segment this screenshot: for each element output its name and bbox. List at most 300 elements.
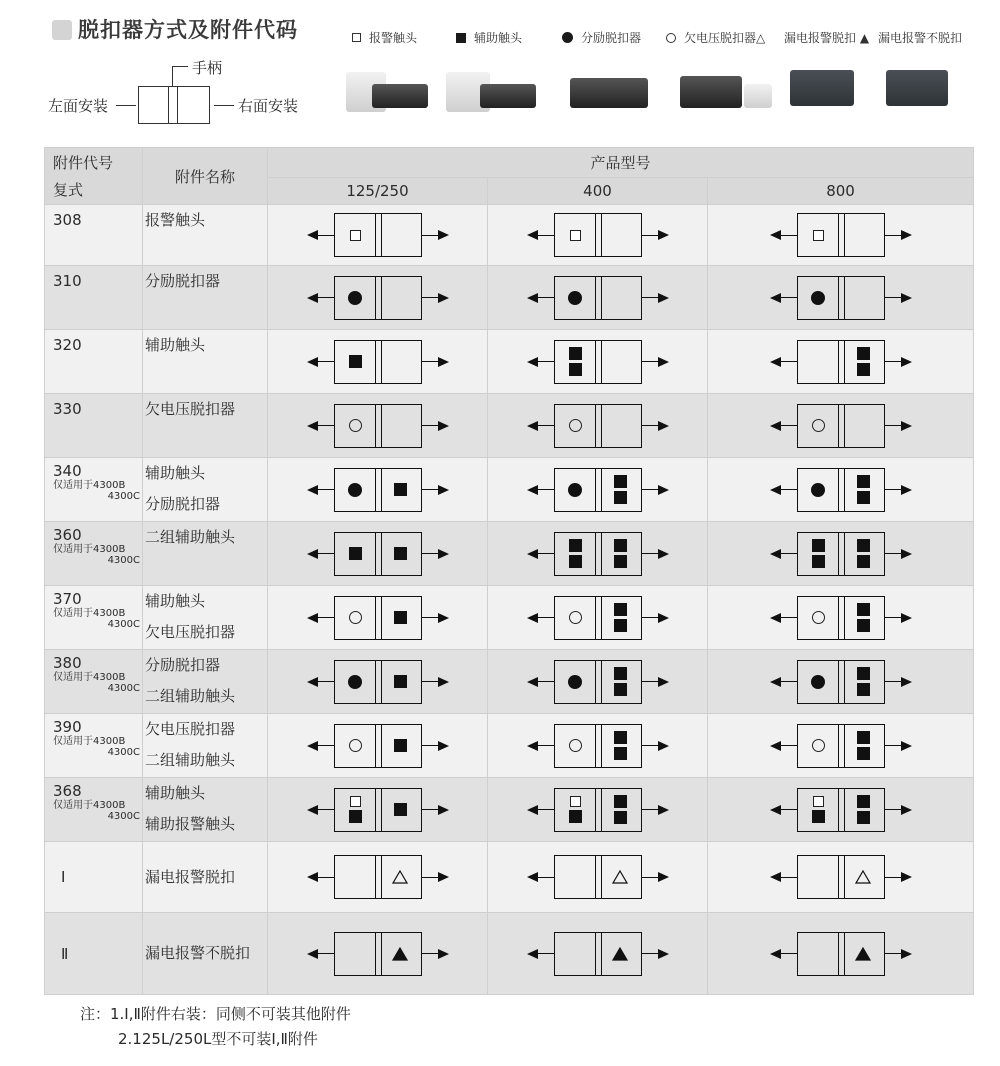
breaker-diagram <box>770 276 912 320</box>
right-arrow-icon <box>422 872 449 882</box>
filled-square-icon <box>614 683 627 696</box>
breaker-diagram <box>527 468 669 512</box>
filled-square-icon <box>349 547 362 560</box>
breaker-diagram <box>527 276 669 320</box>
left-slot <box>555 214 596 256</box>
left-slot <box>335 725 376 767</box>
breaker-box <box>797 932 885 976</box>
left-slot <box>798 725 839 767</box>
accessory-code: Ⅰ <box>61 868 66 886</box>
leak-alarm-no-trip-photo <box>886 70 948 106</box>
breaker-diagram <box>527 724 669 768</box>
accessory-code: Ⅱ <box>61 944 69 963</box>
right-slot <box>380 933 421 975</box>
accessory-code-cell <box>45 266 143 330</box>
filled-square-icon <box>614 491 627 504</box>
legend-leak-alarm-trip <box>784 29 869 46</box>
breaker-diagram <box>527 532 669 576</box>
accessory-code: 330 <box>53 400 82 418</box>
breaker-diagram <box>527 855 669 899</box>
filled-circle-icon <box>811 483 825 497</box>
breaker-box <box>334 213 422 257</box>
breaker-diagram <box>307 596 449 640</box>
breaker-diagram <box>770 855 912 899</box>
filled-square-icon <box>614 731 627 744</box>
breaker-diagram <box>527 404 669 448</box>
accessory-name: 辅助触头 <box>145 592 206 610</box>
breaker-diagram <box>770 404 912 448</box>
diagram-cell <box>488 522 708 586</box>
right-arrow-icon <box>422 613 449 623</box>
right-arrow-icon <box>642 677 669 687</box>
right-arrow-icon <box>422 805 449 815</box>
left-slot <box>335 661 376 703</box>
left-arrow-icon <box>527 949 554 959</box>
left-arrow-icon <box>770 230 797 240</box>
breaker-diagram <box>770 788 912 832</box>
right-arrow-icon <box>422 421 449 431</box>
legend-label: 欠电压脱扣器△ <box>684 31 766 45</box>
left-arrow-icon <box>527 613 554 623</box>
diagram-cell <box>708 842 974 913</box>
footnote-2: 2.125L/250L型不可装Ⅰ,Ⅱ附件 <box>118 1030 318 1048</box>
table-row <box>45 458 974 522</box>
legend-label: 报警触头 <box>369 31 418 45</box>
left-arrow-icon <box>770 485 797 495</box>
filled-circle-icon <box>348 291 362 305</box>
right-slot <box>600 405 641 447</box>
left-arrow-icon <box>307 677 334 687</box>
model-800: 800 <box>708 177 974 204</box>
filled-square-icon <box>394 483 407 496</box>
left-slot <box>555 533 596 575</box>
breaker-box <box>797 596 885 640</box>
breaker-diagram <box>307 532 449 576</box>
right-arrow-icon <box>885 549 912 559</box>
diagram-cell <box>708 330 974 394</box>
filled-square-icon <box>614 475 627 488</box>
filled-square-icon <box>614 603 627 616</box>
accessory-code-cell <box>45 330 143 394</box>
breaker-box <box>554 855 642 899</box>
col-code-header: 附件代号 复式 <box>45 148 143 205</box>
hollow-circle-icon <box>569 739 582 752</box>
filled-circle-icon <box>348 675 362 689</box>
breaker-diagram <box>770 340 912 384</box>
right-slot <box>843 789 884 831</box>
filled-square-icon <box>857 603 870 616</box>
breaker-box <box>554 932 642 976</box>
right-slot <box>600 533 641 575</box>
diagram-cell <box>488 586 708 650</box>
right-slot <box>380 597 421 639</box>
right-slot <box>380 341 421 383</box>
left-slot <box>798 214 839 256</box>
diagram-cell <box>708 714 974 778</box>
hollow-circle-icon <box>569 419 582 432</box>
left-slot <box>798 277 839 319</box>
breaker-diagram <box>307 404 449 448</box>
model-400: 400 <box>488 177 708 204</box>
accessory-code-cell <box>45 650 143 714</box>
filled-square-icon <box>614 747 627 760</box>
left-slot <box>335 405 376 447</box>
right-slot <box>843 469 884 511</box>
filled-square-icon <box>394 803 407 816</box>
accessory-name-cell <box>143 330 268 394</box>
breaker-diagram <box>307 788 449 832</box>
left-slot <box>555 405 596 447</box>
left-arrow-icon <box>527 421 554 431</box>
breaker-diagram <box>527 660 669 704</box>
filled-square-icon <box>349 355 362 368</box>
diagram-cell <box>268 458 488 522</box>
left-slot <box>555 597 596 639</box>
right-arrow-icon <box>885 613 912 623</box>
left-slot <box>798 661 839 703</box>
accessory-name-cell <box>143 842 268 913</box>
breaker-box <box>334 855 422 899</box>
right-slot <box>600 469 641 511</box>
accessory-code: 340 <box>53 462 82 480</box>
hollow-triangle-icon <box>612 870 628 884</box>
left-slot <box>555 341 596 383</box>
filled-square-icon <box>857 795 870 808</box>
breaker-diagram <box>770 468 912 512</box>
right-arrow-icon <box>642 549 669 559</box>
right-arrow-icon <box>885 421 912 431</box>
hollow-triangle-icon <box>392 870 408 884</box>
breaker-diagram <box>307 213 449 257</box>
hollow-square-icon <box>813 796 824 807</box>
accessory-name: 辅助报警触头 <box>145 815 236 833</box>
accessory-name: 辅助触头 <box>145 336 206 354</box>
diagram-cell <box>488 394 708 458</box>
right-slot <box>843 661 884 703</box>
left-slot <box>798 933 839 975</box>
breaker-box <box>797 340 885 384</box>
accessory-code-cell <box>45 394 143 458</box>
left-arrow-icon <box>770 613 797 623</box>
applicability-note: 仅适用于4300B 4300C <box>53 800 140 822</box>
breaker-diagram <box>770 596 912 640</box>
breaker-box <box>797 213 885 257</box>
left-arrow-icon <box>770 357 797 367</box>
diagram-cell <box>708 650 974 714</box>
legend-alarm-contact <box>352 29 417 46</box>
left-arrow-icon <box>527 293 554 303</box>
filled-square-icon <box>614 539 627 552</box>
diagram-cell <box>708 586 974 650</box>
legend-label: 辅助触头 <box>474 31 523 45</box>
breaker-diagram <box>307 724 449 768</box>
handle-leader-line <box>172 66 188 67</box>
left-slot <box>798 533 839 575</box>
breaker-box <box>334 532 422 576</box>
breaker-box <box>554 213 642 257</box>
right-arrow-icon <box>642 613 669 623</box>
left-slot <box>555 856 596 898</box>
right-arrow-icon <box>422 677 449 687</box>
accessory-name: 二组辅助触头 <box>145 751 236 769</box>
hollow-square-icon <box>350 796 361 807</box>
right-slot <box>380 533 421 575</box>
filled-triangle-icon <box>392 947 408 961</box>
right-arrow-icon <box>642 872 669 882</box>
filled-square-icon <box>857 491 870 504</box>
accessory-name: 分励脱扣器 <box>145 656 221 674</box>
table-row <box>45 778 974 842</box>
applicability-note: 仅适用于4300B 4300C <box>53 672 140 694</box>
right-arrow-icon <box>642 357 669 367</box>
left-arrow-icon <box>307 613 334 623</box>
left-slot <box>798 341 839 383</box>
accessory-code-cell <box>45 842 143 913</box>
accessory-code-table <box>44 147 974 995</box>
accessory-name: 欠电压脱扣器 <box>145 400 236 418</box>
left-mount-label: 左面安装 <box>48 97 109 115</box>
accessory-name-cell <box>143 650 268 714</box>
breaker-box <box>797 855 885 899</box>
filled-square-icon <box>857 731 870 744</box>
diagram-cell <box>268 913 488 995</box>
diagram-cell <box>268 778 488 842</box>
right-slot <box>600 856 641 898</box>
breaker-box <box>797 276 885 320</box>
accessory-name: 分励脱扣器 <box>145 272 221 290</box>
diagram-cell <box>708 458 974 522</box>
right-slot <box>600 725 641 767</box>
diagram-cell <box>708 522 974 586</box>
left-slot <box>555 277 596 319</box>
footnotes <box>80 1002 351 1052</box>
left-slot <box>335 469 376 511</box>
hollow-circle-icon <box>666 33 676 43</box>
left-slot <box>798 405 839 447</box>
accessory-name-cell <box>143 778 268 842</box>
legend-leak-alarm-no-trip <box>878 29 962 46</box>
left-slot <box>798 597 839 639</box>
right-arrow-icon <box>885 872 912 882</box>
diagram-cell <box>488 778 708 842</box>
right-slot <box>380 661 421 703</box>
filled-square-icon <box>857 747 870 760</box>
diagram-cell <box>268 522 488 586</box>
filled-square-icon <box>394 611 407 624</box>
table-row <box>45 394 974 458</box>
right-slot <box>843 341 884 383</box>
filled-circle-icon <box>568 291 582 305</box>
legend-label: 漏电报警脱扣 ▲ <box>784 31 870 45</box>
table-row <box>45 266 974 330</box>
hollow-square-icon <box>570 230 581 241</box>
right-arrow-icon <box>422 357 449 367</box>
filled-square-icon <box>812 555 825 568</box>
left-arrow-icon <box>770 741 797 751</box>
accessory-name: 报警触头 <box>145 211 206 229</box>
breaker-box <box>554 788 642 832</box>
right-arrow-icon <box>422 485 449 495</box>
accessory-name: 分励脱扣器 <box>145 495 221 513</box>
left-slot <box>555 661 596 703</box>
breaker-box <box>334 404 422 448</box>
right-mount-label: 右面安装 <box>238 97 299 115</box>
col-name-header: 附件名称 <box>143 148 268 205</box>
hollow-circle-icon <box>569 611 582 624</box>
diagram-cell <box>268 650 488 714</box>
accessory-code: 308 <box>53 211 82 229</box>
breaker-diagram <box>307 276 449 320</box>
breaker-box <box>334 340 422 384</box>
accessory-code: 390 <box>53 718 82 736</box>
breaker-box <box>554 532 642 576</box>
aux-contact-block-photo <box>480 84 536 108</box>
right-slot <box>380 789 421 831</box>
accessory-name-cell <box>143 394 268 458</box>
filled-square-icon <box>614 619 627 632</box>
left-arrow-icon <box>307 805 334 815</box>
accessory-code-cell <box>45 522 143 586</box>
diagram-cell <box>268 330 488 394</box>
left-arrow-icon <box>527 677 554 687</box>
diagram-cell <box>488 714 708 778</box>
right-arrow-icon <box>422 741 449 751</box>
accessory-name: 辅助触头 <box>145 784 206 802</box>
right-arrow-icon <box>422 230 449 240</box>
left-slot <box>555 469 596 511</box>
accessory-code-cell <box>45 913 143 995</box>
breaker-diagram <box>307 468 449 512</box>
table-row <box>45 842 974 913</box>
hollow-square-icon <box>813 230 824 241</box>
filled-square-icon <box>569 539 582 552</box>
breaker-box <box>797 468 885 512</box>
accessory-code: 370 <box>53 590 82 608</box>
left-slot <box>798 856 839 898</box>
accessory-name-cell <box>143 714 268 778</box>
filled-square-icon <box>812 539 825 552</box>
breaker-diagram <box>770 660 912 704</box>
breaker-box <box>554 468 642 512</box>
left-arrow-icon <box>770 677 797 687</box>
breaker-box <box>334 724 422 768</box>
accessory-name: 欠电压脱扣器 <box>145 720 236 738</box>
applicability-note: 仅适用于4300B 4300C <box>53 480 140 502</box>
breaker-diagram <box>527 340 669 384</box>
right-arrow-icon <box>642 421 669 431</box>
accessory-name-cell <box>143 913 268 995</box>
legend-undervoltage-release <box>666 29 765 46</box>
filled-square-icon <box>349 810 362 823</box>
right-slot <box>843 277 884 319</box>
diagram-cell <box>488 458 708 522</box>
left-arrow-icon <box>770 949 797 959</box>
filled-square-icon <box>456 33 466 43</box>
diagram-cell <box>488 266 708 330</box>
right-arrow-icon <box>642 230 669 240</box>
breaker-diagram <box>307 932 449 976</box>
left-arrow-icon <box>307 872 334 882</box>
breaker-diagram <box>307 660 449 704</box>
filled-square-icon <box>569 555 582 568</box>
breaker-box <box>797 724 885 768</box>
hollow-circle-icon <box>349 611 362 624</box>
left-slot <box>798 469 839 511</box>
left-arrow-icon <box>527 741 554 751</box>
diagram-cell <box>488 913 708 995</box>
left-slot <box>335 933 376 975</box>
filled-square-icon <box>614 795 627 808</box>
breaker-diagram <box>770 213 912 257</box>
breaker-box <box>334 932 422 976</box>
right-arrow-icon <box>885 293 912 303</box>
breaker-diagram <box>307 340 449 384</box>
undervoltage-release-photo <box>680 76 742 108</box>
breaker-diagram <box>770 724 912 768</box>
filled-circle-icon <box>562 32 573 43</box>
accessory-code-cell <box>45 205 143 266</box>
table-row <box>45 714 974 778</box>
breaker-box <box>797 788 885 832</box>
breaker-box <box>797 660 885 704</box>
breaker-diagram <box>770 932 912 976</box>
left-slot <box>555 725 596 767</box>
filled-circle-icon <box>811 675 825 689</box>
page-title: 脱扣器方式及附件代码 <box>78 18 298 42</box>
diagram-cell <box>708 266 974 330</box>
left-arrow-icon <box>527 549 554 559</box>
applicability-note: 仅适用于4300B 4300C <box>53 736 140 758</box>
accessory-code-cell <box>45 778 143 842</box>
right-slot <box>380 725 421 767</box>
right-slot <box>380 469 421 511</box>
right-arrow-icon <box>422 549 449 559</box>
left-slot <box>335 277 376 319</box>
filled-square-icon <box>857 683 870 696</box>
hollow-circle-icon <box>812 611 825 624</box>
model-125-250: 125/250 <box>268 177 488 204</box>
right-slot <box>843 856 884 898</box>
accessory-name: 辅助触头 <box>145 464 206 482</box>
right-arrow-icon <box>885 230 912 240</box>
diagram-cell <box>268 266 488 330</box>
breaker-diagram <box>307 855 449 899</box>
breaker-box <box>334 660 422 704</box>
accessory-code: 380 <box>53 654 82 672</box>
shunt-release-photo <box>570 78 648 108</box>
diagram-cell <box>708 778 974 842</box>
hollow-circle-icon <box>812 419 825 432</box>
filled-triangle-icon <box>612 947 628 961</box>
legend-label: 漏电报警不脱扣 <box>878 31 963 45</box>
right-slot <box>843 725 884 767</box>
filled-square-icon <box>614 667 627 680</box>
left-leader-line <box>116 105 136 106</box>
filled-square-icon <box>569 363 582 376</box>
filled-square-icon <box>394 547 407 560</box>
title-marker <box>52 20 72 40</box>
left-arrow-icon <box>307 357 334 367</box>
filled-square-icon <box>857 475 870 488</box>
left-slot <box>335 341 376 383</box>
undervoltage-coil-photo <box>744 84 772 108</box>
left-arrow-icon <box>527 805 554 815</box>
handle-label: 手柄 <box>192 59 223 77</box>
diagram-cell <box>488 650 708 714</box>
diagram-cell <box>268 205 488 266</box>
filled-square-icon <box>569 347 582 360</box>
right-arrow-icon <box>885 741 912 751</box>
